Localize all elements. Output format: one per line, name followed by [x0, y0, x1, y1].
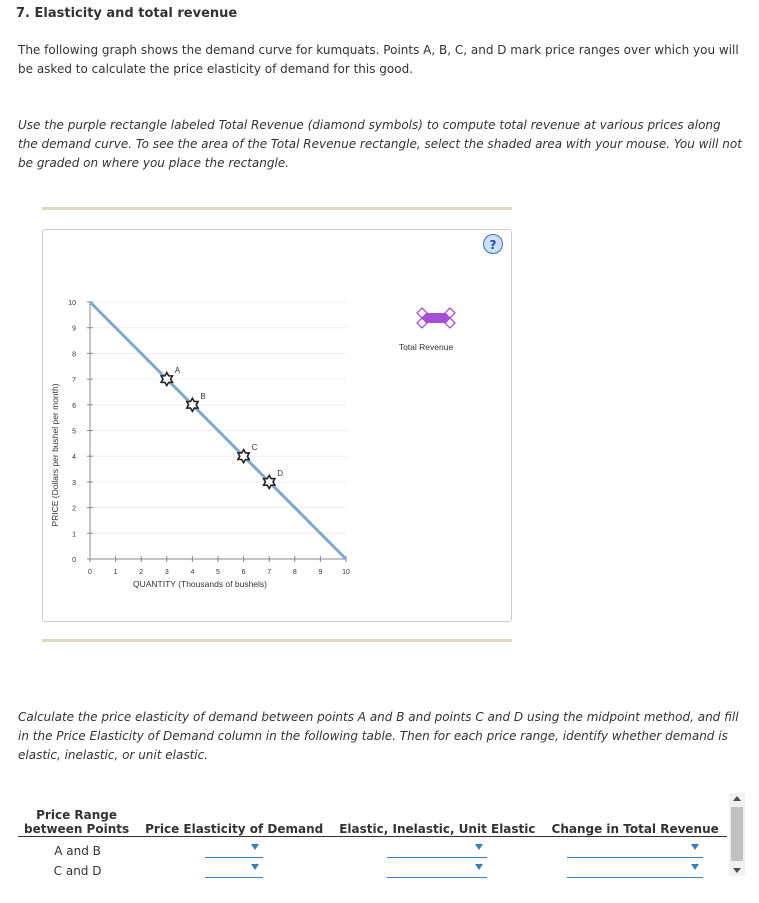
x-tick-label: 9 — [318, 569, 323, 576]
point-b-label: B — [200, 391, 206, 401]
x-tick-label: 8 — [292, 569, 297, 576]
header-price-range-line2: between Points — [24, 822, 130, 836]
answer-table — [18, 808, 727, 881]
chevron-down-icon — [251, 864, 259, 870]
graph-instruction: Use the purple rectangle labeled Total Revenue (diamond symbols) to compute total revenue at various prices along the demand curve. To see the area of the Total Revenue rectangle, select the shaded area with your mouse. You will not be graded on where you place the rectangle. — [18, 118, 742, 170]
x-tick-label: 6 — [241, 569, 246, 576]
x-tick-label: 3 — [164, 569, 169, 576]
bottom-divider — [42, 639, 512, 642]
table-row — [18, 861, 727, 881]
y-tick-label: 5 — [72, 428, 76, 436]
total-revenue-tool[interactable] — [417, 308, 455, 328]
elasticity-dropdown[interactable] — [205, 861, 263, 878]
scroll-down-icon[interactable] — [733, 868, 741, 873]
scroll-up-icon[interactable] — [733, 796, 741, 801]
x-tick-label: 5 — [216, 569, 220, 576]
change-tr-dropdown[interactable] — [567, 861, 703, 878]
y-tick-label: 8 — [72, 351, 76, 359]
change-tr-dropdown[interactable] — [567, 841, 703, 858]
x-axis-label: QUANTITY (Thousands of bushels) — [132, 579, 268, 589]
y-tick-label: 6 — [72, 402, 76, 410]
y-tick-label: 3 — [72, 479, 76, 487]
y-tick-label: 9 — [72, 325, 76, 333]
chevron-down-icon — [475, 844, 483, 850]
x-tick-label: 4 — [190, 569, 195, 576]
question-title: 7. Elasticity and total revenue — [16, 6, 238, 21]
chevron-down-icon — [475, 864, 483, 870]
point-c-label: C — [251, 443, 258, 453]
x-tick-label: 7 — [267, 569, 272, 576]
point-a-label: A — [174, 366, 181, 376]
row-price-range: A and B — [54, 844, 101, 858]
header-classification: Elastic, Inelastic, Unit Elastic — [331, 808, 543, 837]
elasticity-dropdown[interactable] — [205, 841, 263, 858]
question-intro: The following graph shows the demand curve for kumquats. Points A, B, C, and D mark price ranges over which you will be asked to calculate the price elasticity of demand for this good. — [18, 43, 739, 76]
header-change-tr: Change in Total Revenue — [544, 808, 727, 837]
help-icon[interactable]: ? — [483, 234, 503, 254]
table-instruction: Calculate the price elasticity of demand between points A and B and points C and D using the midpoint method, and fill in the Price Elasticity of Demand column in the following table. Then for each price range, identify whether demand is elastic, inelastic, or unit elastic. — [18, 710, 739, 762]
total-revenue-legend-label: Total Revenue — [398, 342, 454, 352]
y-tick-label: 7 — [72, 377, 76, 385]
y-tick-label: 2 — [72, 505, 76, 513]
header-price-range-line1: Price Range — [36, 808, 117, 822]
table-row — [18, 837, 727, 862]
header-elasticity: Price Elasticity of Demand — [137, 808, 331, 837]
classification-dropdown[interactable] — [387, 841, 487, 858]
header-price-range — [18, 808, 137, 837]
y-tick-label: 0 — [72, 557, 76, 564]
x-tick-label: 2 — [139, 569, 144, 576]
y-tick-label: 1 — [72, 531, 76, 539]
chevron-down-icon — [691, 844, 699, 850]
point-d-label: D — [277, 468, 283, 478]
x-tick-label: 10 — [342, 569, 350, 576]
chevron-down-icon — [691, 864, 699, 870]
x-tick-label: 1 — [113, 569, 118, 576]
y-tick-label: 4 — [72, 454, 76, 462]
y-axis-label: PRICE (Dollars per bushel per month) — [50, 383, 60, 527]
scroll-thumb[interactable] — [731, 807, 743, 861]
chevron-down-icon — [251, 844, 259, 850]
table-scrollbar[interactable] — [729, 793, 745, 876]
y-tick-label: 10 — [68, 300, 76, 307]
x-tick-label: 0 — [88, 569, 92, 576]
classification-dropdown[interactable] — [387, 861, 487, 878]
row-price-range: C and D — [53, 864, 102, 878]
